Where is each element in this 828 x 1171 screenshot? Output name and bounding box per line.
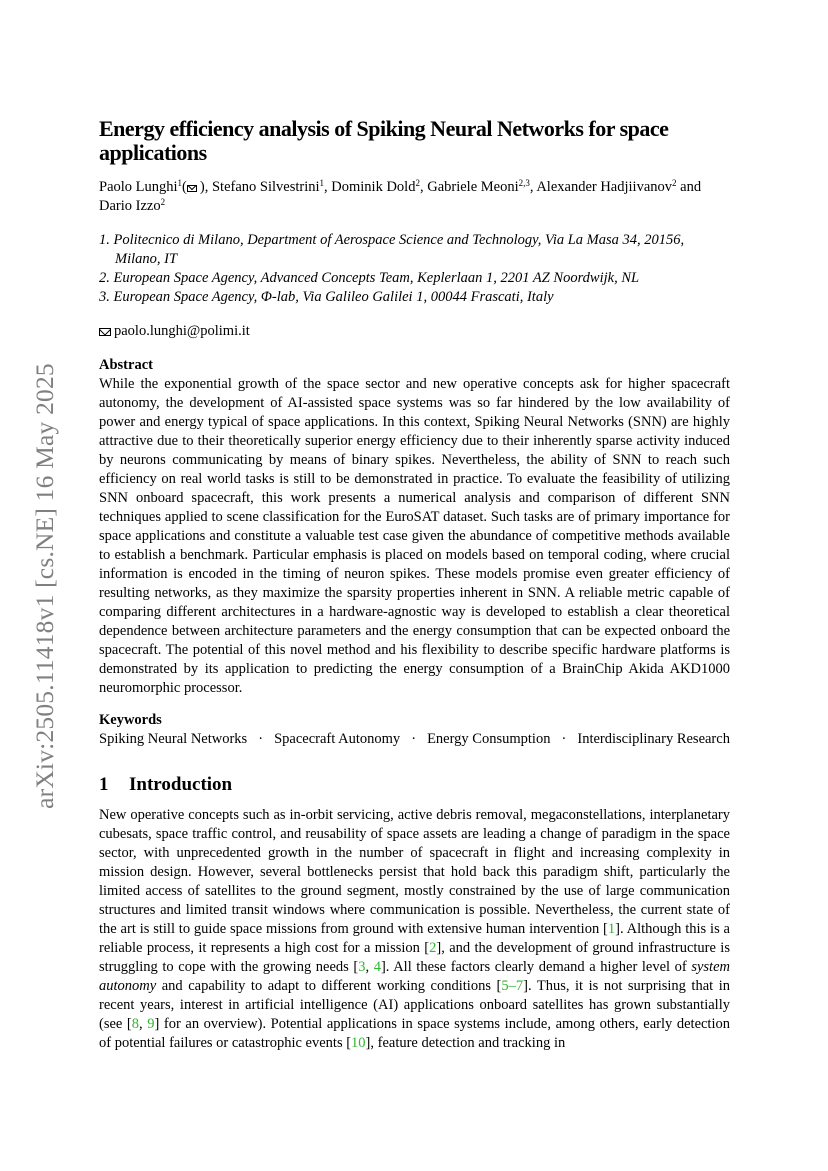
keyword-separator: · — [258, 731, 264, 747]
author-name: , Dominik Dold — [324, 179, 416, 195]
keyword-separator: · — [561, 731, 567, 747]
body-text: ]. Thus, it is not surprising that in recent years, interest in artificial intelligence (AI) applications onboard satellites has grown substantially (see [ — [99, 978, 730, 1032]
author-name: and Dario Izzo — [99, 179, 702, 214]
citation-link[interactable]: 9 — [147, 1016, 155, 1032]
citation-link[interactable]: 4 — [373, 959, 381, 975]
keyword-item: Spiking Neural Networks — [99, 731, 248, 747]
citation-link[interactable]: 10 — [351, 1035, 366, 1051]
envelope-icon — [99, 328, 111, 336]
citation-link[interactable]: 3 — [358, 959, 366, 975]
author-name: , Gabriele Meoni — [419, 179, 519, 195]
body-text: ], feature detection and tracking in — [365, 1035, 566, 1051]
affiliation-item: 3. European Space Agency, Φ-lab, Via Galileo Galilei 1, 00044 Frascati, Italy — [99, 289, 554, 305]
envelope-icon — [187, 185, 197, 192]
author-name: , Alexander Hadjiivanov — [529, 179, 673, 195]
citation-link[interactable]: 8 — [131, 1016, 140, 1032]
paper-title: Energy efficiency analysis of Spiking Neural Networks for space applications — [99, 116, 669, 165]
author-affiliation-mark: 1 — [319, 178, 325, 188]
author-list: Paolo Lunghi$^1$( ), Stefano Silvestrini$^1$, Dominik Dold$^2$, Gabriele Meoni$^{2,3}$, Alexander Hadjiivanov$^2$ and Dario Izzo$^2$ — [99, 178, 702, 214]
author-affiliation-mark: 1 — [177, 178, 183, 188]
author-affiliation-mark: 2 — [160, 197, 166, 207]
keyword-item: Spacecraft Autonomy — [274, 731, 401, 747]
citation-link[interactable]: 1 — [607, 921, 616, 937]
keyword-list — [99, 730, 730, 749]
body-text: ]. Although this is a reliable process, it represents a high cost for a mission [ — [99, 921, 730, 956]
arxiv-sidebar-stamp: arXiv:2505.11418v1 [cs.NE] 16 May 2025 — [30, 363, 59, 809]
section-title: Introduction — [129, 774, 233, 795]
body-text: and capability to adapt to different working conditions [ — [156, 978, 502, 994]
keywords-heading: Keywords — [99, 712, 162, 728]
body-text: ], and the development of ground infrastructure is struggling to cope with the growing needs [ — [99, 940, 730, 975]
citation-link[interactable]: 5–7 — [501, 978, 524, 994]
body-text: ] for an overview). Potential applications in space systems include, among others, early detection of potential failures or catastrophic events [ — [99, 1016, 730, 1051]
abstract-heading: Abstract — [99, 357, 153, 373]
section-heading — [99, 774, 730, 796]
author-name: Paolo Lunghi — [99, 179, 178, 195]
keyword-item: Energy Consumption — [427, 731, 551, 747]
email-link[interactable]: paolo.lunghi@polimi.it — [114, 323, 250, 339]
author-affiliation-mark: 2 — [415, 178, 420, 188]
body-text: ]. All these factors clearly demand a higher level of — [380, 959, 692, 975]
emphasized-text: system autonomy — [99, 959, 730, 994]
affiliation-list — [99, 231, 730, 307]
affiliation-item: 1. Politecnico di Milano, Department of Aerospace Science and Technology, Via La Masa 34, 20156, Milano, IT — [99, 232, 685, 267]
author-affiliation-mark: 2,3 — [518, 178, 530, 188]
body-text: , — [139, 1016, 148, 1032]
abstract-text: While the exponential growth of the space sector and new operative concepts ask for higher spacecraft autonomy, the development of AI-assisted space systems was so far hindered by the low availability of power and energy typical of space applications. In this context, Spiking Neural Networks (SNN) are highly attractive due to their theoretically superior energy efficiency due to their inherently sparse activity induced by neurons communicating by means of binary spikes. Nevertheless, the ability of SNN to reach such efficiency on real world tasks is still to be demonstrated in practice. To evaluate the feasibility of utilizing SNN onboard spacecraft, this work presents a numerical analysis and comparison of different SNN techniques applied to scene classification for the EuroSAT dataset. Such tasks are of primary importance for space applications and constitute a valuable test case given the abundance of competitive methods available to establish a benchmark. Particular emphasis is placed on models based on temporal coding, where crucial information is encoded in the timing of neuron spikes. These models promise even greater efficiency of resulting networks, as they maximize the sparsity properties inherent in SNN. A reliable metric capable of comparing different architectures in a hardware-agnostic way is developed to establish a clear theoretical dependence between architecture parameters and the energy consumption that can be expected onboard the spacecraft. The potential of this novel method and his flexibility to describe specific hardware platforms is demonstrated by its application to predicting the energy consumption of a BrainChip Akida AKD1000 neuromorphic processor. — [99, 376, 730, 696]
citation-link[interactable]: 2 — [429, 940, 437, 956]
keyword-separator: · — [411, 731, 417, 747]
introduction-paragraph — [99, 806, 730, 1053]
author-name: , Stefano Silvestrini — [204, 179, 320, 195]
body-text: , — [365, 959, 374, 975]
section-number: 1 — [99, 774, 109, 795]
body-text: New operative concepts such as in-orbit servicing, active debris removal, megaconstellations, interplanetary cubesats, space traffic control, and reusability of space assets are leading a change of paradigm in the space sector, with unprecedented growth in the number of spacecraft in flight and increasing complexity in mission design. However, several bottlenecks persist that hold back this paradigm shift, particularly the limited access of satellites to the ground segment, mostly constrained by the use of large communication structures and limited transit windows where communication is possible. Nevertheless, the current state of the art is still to guide space missions from ground with extensive human intervention [ — [99, 807, 730, 937]
affiliation-item: 2. European Space Agency, Advanced Concepts Team, Keplerlaan 1, 2201 AZ Noordwijk, NL — [99, 270, 640, 286]
author-affiliation-mark: 2 — [672, 178, 677, 188]
corresponding-email — [99, 322, 730, 341]
keyword-item: Interdisciplinary Research — [577, 731, 730, 747]
